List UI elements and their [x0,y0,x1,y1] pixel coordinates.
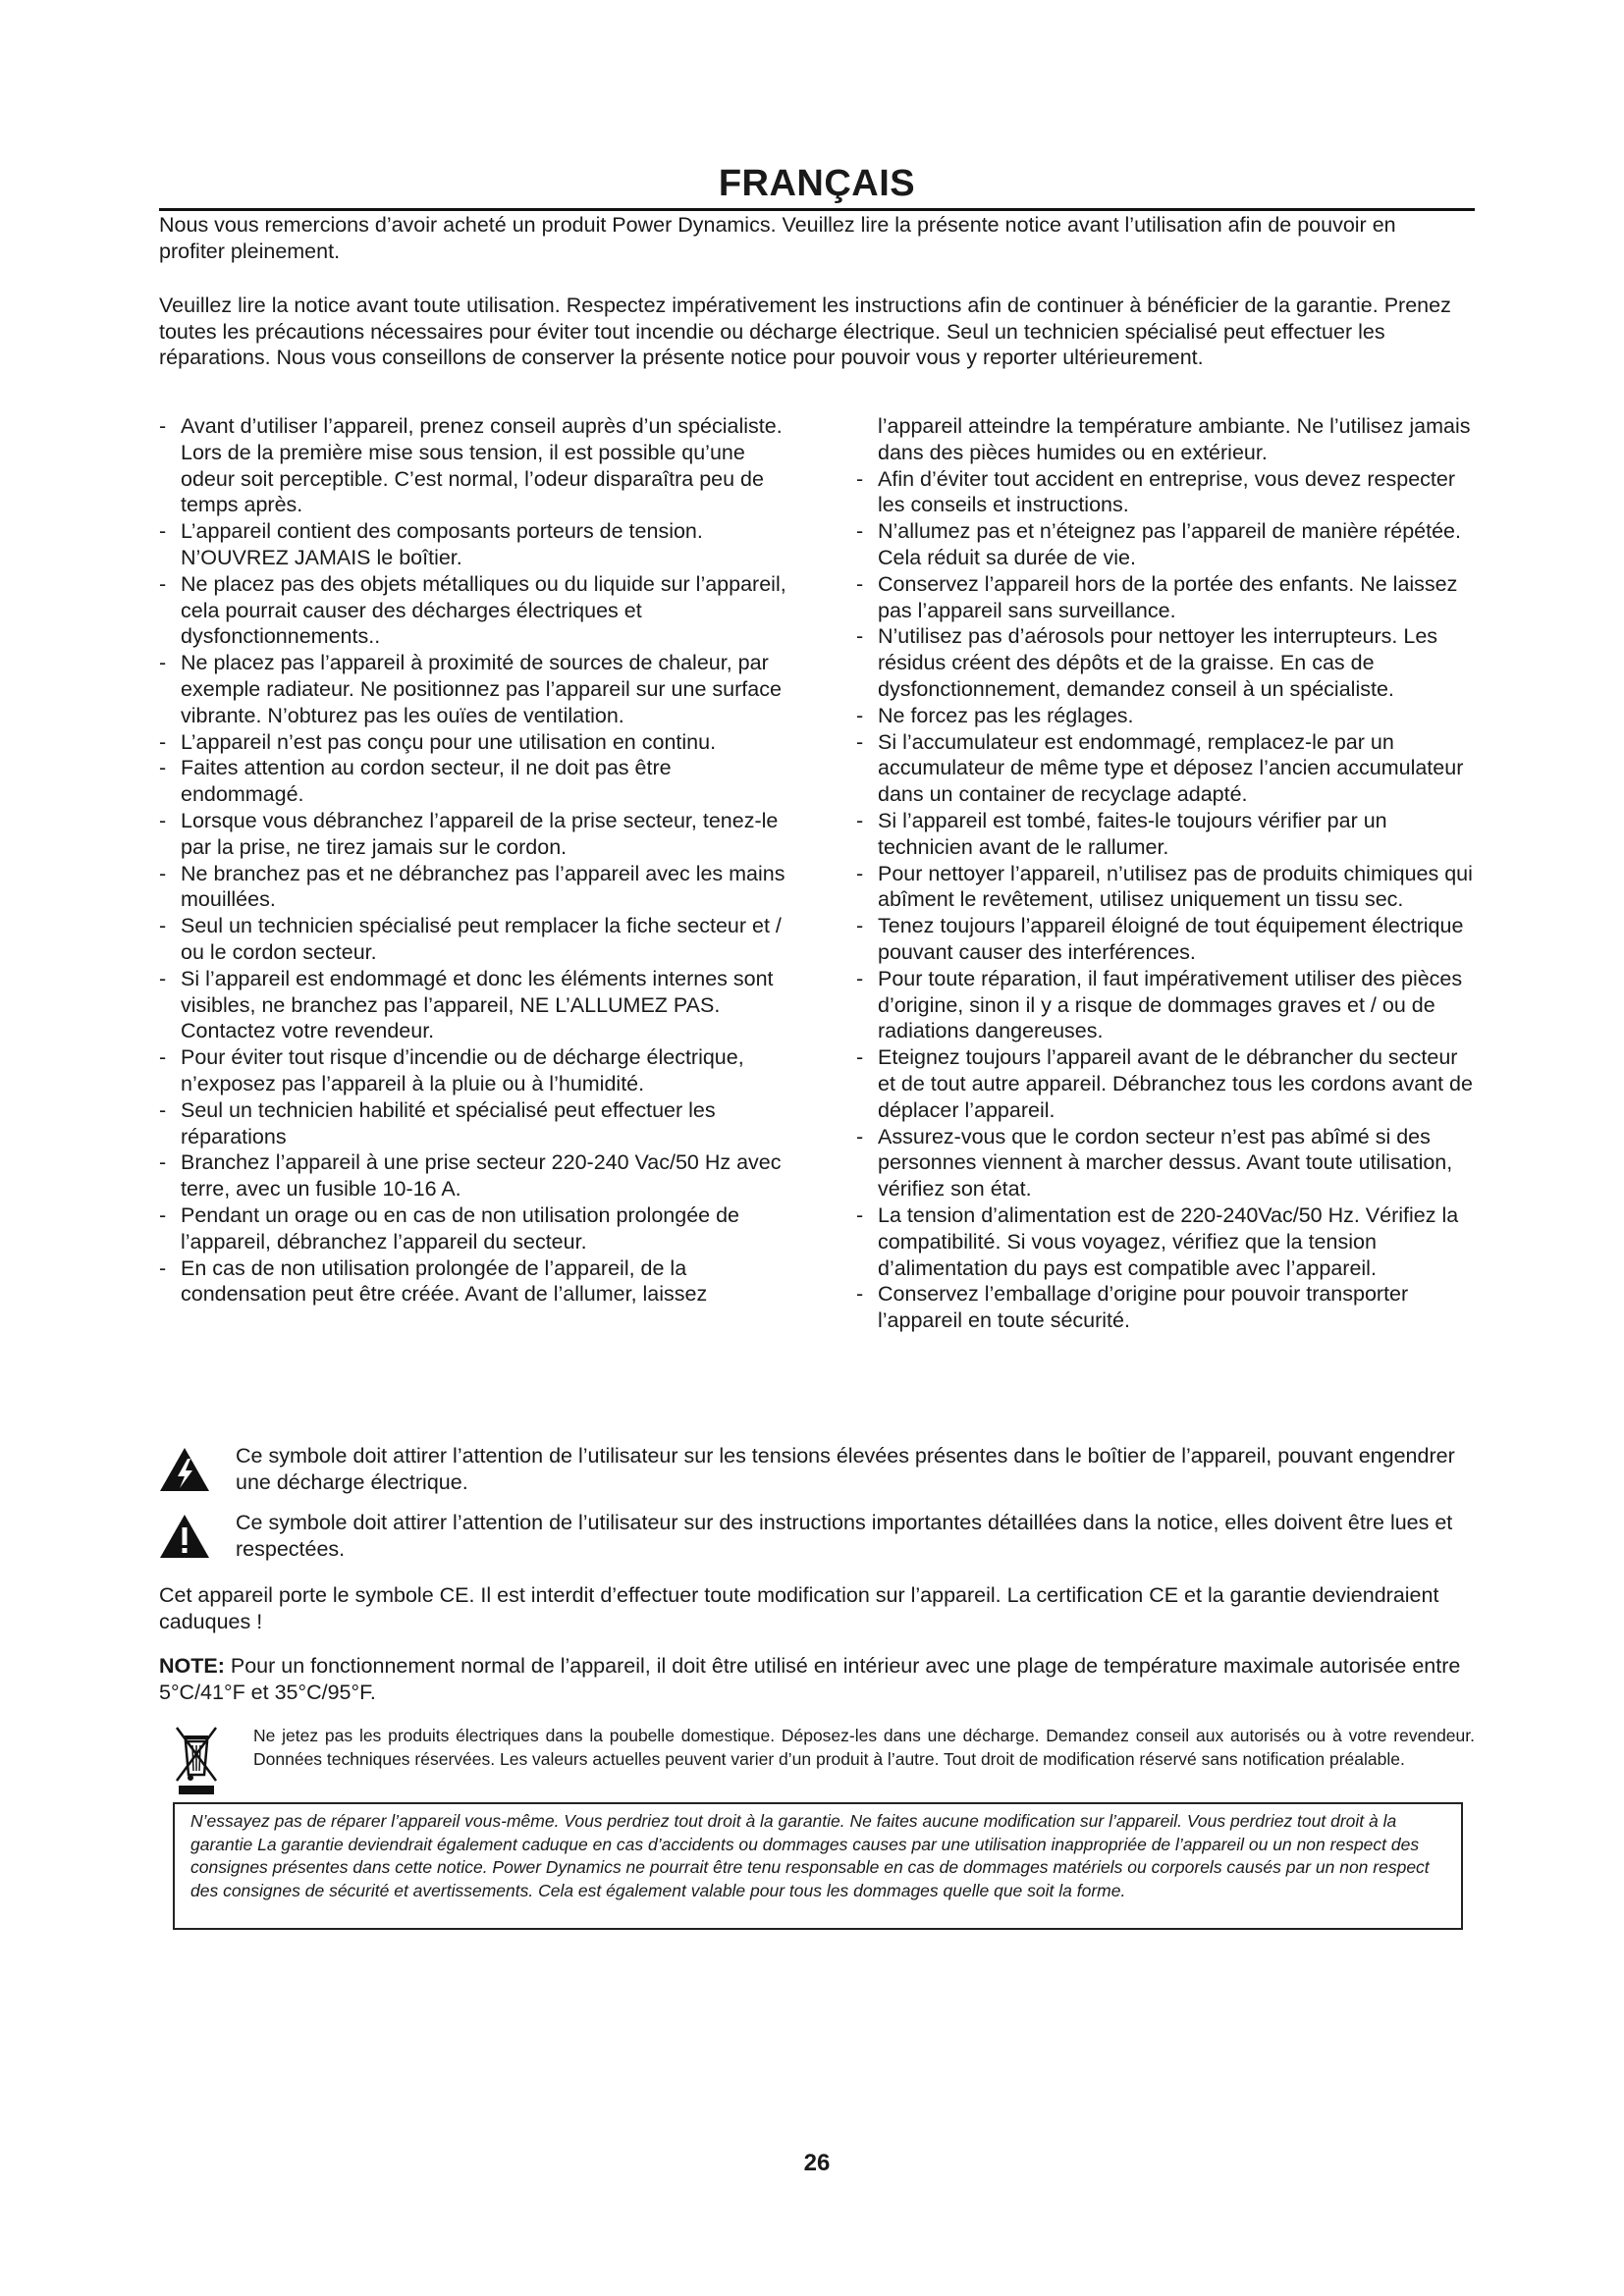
page-title: FRANÇAIS [718,163,916,204]
crossed-bin-icon [173,1724,220,1796]
list-item: - Seul un technicien habilité et spécialisé peut effectuer les réparations [159,1097,787,1150]
note-text: Pour un fonctionnement normal de l’appareil, il doit être utilisé en intérieur avec une plage de température maximale autorisée entre 5°C/41°F et 35°C/95°F. [159,1654,1461,1704]
list-item: - Tenez toujours l’appareil éloigné de tout équipement électrique pouvant causer des interférences. [856,913,1475,966]
note-label: NOTE: [159,1654,225,1678]
list-item: - Faites attention au cordon secteur, il ne doit pas être endommagé. [159,755,787,808]
list-item: - Lorsque vous débranchez l’appareil de la prise secteur, tenez-le par la prise, ne tirez jamais sur le cordon. [159,808,787,861]
list-item: - Ne branchez pas et ne débranchez pas l’appareil avec les mains mouillées. [159,861,787,914]
list-item: - Conservez l’appareil hors de la portée des enfants. Ne laissez pas l’appareil sans surveillance. [856,571,1475,624]
exclamation-warning-icon [159,1514,210,1559]
list-item: - L’appareil contient des composants porteurs de tension. N’OUVREZ JAMAIS le boîtier. [159,518,787,571]
page-number: 26 [803,2150,831,2176]
safety-list-left [159,413,787,1308]
attention-warning-text: Ce symbole doit attirer l’attention de l’utilisateur sur des instructions importantes détaillées dans la notice, elles doivent être lues et respectées. [236,1511,1453,1561]
lightning-warning-icon [159,1447,210,1492]
list-item: - Conservez l’emballage d’origine pour pouvoir transporter l’appareil en toute sécurité. [856,1281,1475,1334]
list-item: - Ne forcez pas les réglages. [856,703,1475,729]
list-item: - Pendant un orage ou en cas de non utilisation prolongée de l’appareil, débranchez l’appareil du secteur. [159,1202,787,1255]
list-item: - Pour toute réparation, il faut impérativement utiliser des pièces d’origine, sinon il y a risque de dommages graves et / ou de radiations dangereuses. [856,966,1475,1044]
intro-paragraph-1: Nous vous remercions d’avoir acheté un produit Power Dynamics. Veuillez lire la présente notice avant l’utilisation afin de pouvoir en profiter pleinement. [159,213,1396,263]
list-item: - En cas de non utilisation prolongée de l’appareil, de la condensation peut être créée. Avant de l’allumer, laissez [159,1255,787,1308]
list-item: - Si l’accumulateur est endommagé, remplacez-le par un accumulateur de même type et déposez l’ancien accumulateur dans un container de recyclage adapté. [856,729,1475,808]
safety-column-right [856,413,1475,1334]
list-item: - Eteignez toujours l’appareil avant de le débrancher du secteur et de tout autre appareil. Débranchez tous les cordons avant de déplacer l’appareil. [856,1044,1475,1123]
warranty-disclaimer-box: N’essayez pas de réparer l’appareil vous-même. Vous perdriez tout droit à la garantie. Ne faites aucune modification sur l’appareil. Vous perdriez tout droit à la garantie La garantie deviendrait également caduque en cas d’accidents ou dommages causes par une utilisation inappropriée de l’appareil ou un non respect des consignes présentes dans cette notice. Power Dynamics ne pourrait être tenu responsable en cas de dommages matériels ou corporels causés par un non respect des consignes de sécurité et avertissements. Cela est également valable pour tous les dommages quelle que soit la forme. [173,1802,1463,1930]
list-item: - Si l’appareil est tombé, faites-le toujours vérifier par un technicien avant de le rallumer. [856,808,1475,861]
safety-list-right [856,466,1475,1334]
weee-text: Ne jetez pas les produits électriques dans la poubelle domestique. Déposez-les dans une décharge. Demandez conseil aux autorisés ou à votre revendeur. Données techniques réservées. Les valeurs actuelles peuvent varier d’un produit à l’autre. Tout droit de modification réservé sans notification préalable. [253,1726,1475,1769]
intro-paragraph-2: Veuillez lire la notice avant toute utilisation. Respectez impérativement les instructions afin de continuer à bénéficier de la garantie. Prenez toutes les précautions nécessaires pour éviter tout incendie ou décharge électrique. Seul un technicien spécialisé peut effectuer les réparations. Nous vous conseillons de conserver la présente notice pour pouvoir vous y reporter ultérieurement. [159,294,1451,369]
list-item-continuation: l’appareil atteindre la température ambiante. Ne l’utilisez jamais dans des pièces humides ou en extérieur. [878,414,1471,464]
note-paragraph [159,1653,1465,1705]
list-item: - La tension d’alimentation est de 220-240Vac/50 Hz. Vérifiez la compatibilité. Si vous voyagez, vérifiez que la tension d’alimentation du pays est compatible avec l’appareil. [856,1202,1475,1281]
ce-paragraph: Cet appareil porte le symbole CE. Il est interdit d’effectuer toute modification sur l’appareil. La certification CE et la garantie deviendraient caduques ! [159,1583,1439,1633]
list-item: - Assurez-vous que le cordon secteur n’est pas abîmé si des personnes viennent à marcher dessus. Avant toute utilisation, vérifiez son état. [856,1124,1475,1202]
list-item: - Pour éviter tout risque d’incendie ou de décharge électrique, n’exposez pas l’appareil à la pluie ou à l’humidité. [159,1044,787,1097]
list-item: - L’appareil n’est pas conçu pour une utilisation en continu. [159,729,787,756]
safety-column-left [159,413,787,1308]
title-rule [159,208,1475,211]
list-item: - Seul un technicien spécialisé peut remplacer la fiche secteur et / ou le cordon secteur. [159,913,787,966]
list-item: - N’utilisez pas d’aérosols pour nettoyer les interrupteurs. Les résidus créent des dépôts et de la graisse. En cas de dysfonctionnement, demandez conseil à un spécialiste. [856,623,1475,702]
list-item: - Afin d’éviter tout accident en entreprise, vous devez respecter les conseils et instructions. [856,466,1475,519]
list-item: - Ne placez pas l’appareil à proximité de sources de chaleur, par exemple radiateur. Ne positionnez pas l’appareil sur une surface vibrante. N’obturez pas les ouïes de ventilation. [159,650,787,728]
list-item: - N’allumez pas et n’éteignez pas l’appareil de manière répétée. Cela réduit sa durée de vie. [856,518,1475,571]
list-item: - Avant d’utiliser l’appareil, prenez conseil auprès d’un spécialiste. Lors de la première mise sous tension, il est possible qu’une odeur soit perceptible. C’est normal, l’odeur disparaîtra peu de temps après. [159,413,787,518]
list-item: - Pour nettoyer l’appareil, n’utilisez pas de produits chimiques qui abîment le revêtement, utilisez uniquement un tissu sec. [856,861,1475,914]
list-item: - Ne placez pas des objets métalliques ou du liquide sur l’appareil, cela pourrait causer des décharges électriques et dysfonctionnements.. [159,571,787,650]
voltage-warning-text: Ce symbole doit attirer l’attention de l’utilisateur sur les tensions élevées présentes dans le boîtier de l’appareil, pouvant engendrer une décharge électrique. [236,1444,1455,1494]
list-item: - Si l’appareil est endommagé et donc les éléments internes sont visibles, ne branchez pas l’appareil, NE L’ALLUMEZ PAS. Contactez votre revendeur. [159,966,787,1044]
list-item: - Branchez l’appareil à une prise secteur 220-240 Vac/50 Hz avec terre, avec un fusible 10-16 A. [159,1149,787,1202]
